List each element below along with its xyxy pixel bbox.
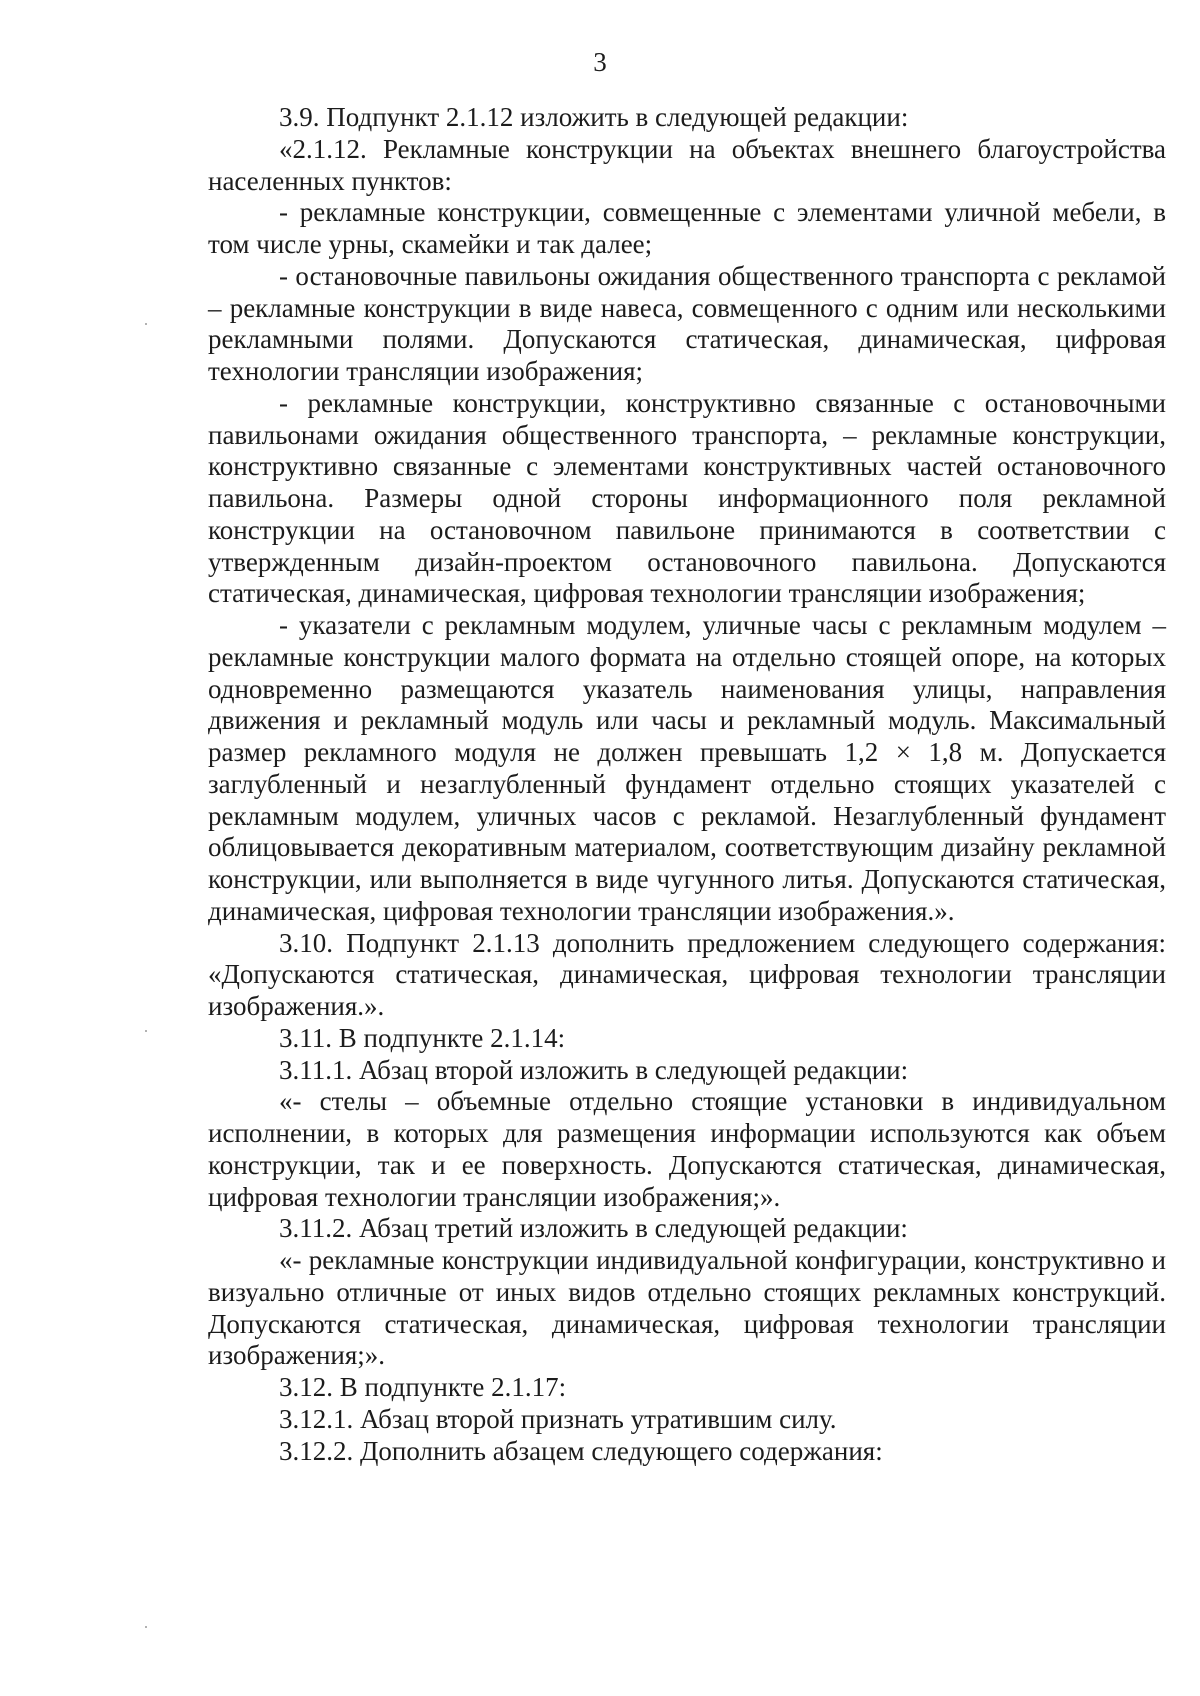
list-item-signs-and-clocks: - указатели с рекламным модулем, уличные часы с рекламным модулем – рекламные конструкции малого формата на отдельно стоящей опоре, на которых одновременно размещаются указатель наименования улицы, направления движения и рекламный модуль или часы и рекламный модуль. Максимальный размер рекламного модуля не должен превышать 1,2 × 1,8 м. Допускается заглубленный и незаглубленный фундамент отдельно стоящих указателей с рекламным модулем, уличных часов с рекламой. Незаглубленный фундамент облицовывается декоративным материалом, соответствующим дизайну рекламной конструкции, или выполняется в виде чугунного литья. Допускаются статическая, динамическая, цифровая технологии трансляции изображения.».: [208, 610, 1166, 926]
paragraph-3-12: 3.12. В подпункте 2.1.17:: [279, 1372, 567, 1402]
paragraph-3-11-1: 3.11.1. Абзац второй изложить в следующей редакции:: [279, 1054, 909, 1085]
paragraph-3-11: 3.11. В подпункте 2.1.14:: [279, 1022, 566, 1053]
paragraph-3-9: 3.9. Подпункт 2.1.12 изложить в следующей редакции:: [279, 102, 909, 132]
scan-speck: [145, 323, 147, 325]
paragraph-3-11-2: 3.11.2. Абзац третий изложить в следующей редакции:: [279, 1213, 908, 1244]
paragraph-steles: «- стелы – объемные отдельно стоящие установки в индивидуальном исполнении, в которых для размещения информации используются как объем конструкции, так и ее поверхность. Допускаются статическая, динамическая, цифровая технологии трансляции изображения;».: [208, 1086, 1166, 1212]
paragraph-custom-structures: «- рекламные конструкции индивидуальной конфигурации, конструктивно и визуально отличные от иных видов отдельно стоящих рекламных конструкций. Допускаются статическая, динамическая, цифровая технологии трансляции изображения;».: [208, 1245, 1166, 1371]
scan-speck: [145, 1030, 147, 1032]
paragraph-3-12-2: 3.12.2. Дополнить абзацем следующего содержания:: [279, 1435, 883, 1466]
paragraph-3-10: 3.10. Подпункт 2.1.13 дополнить предложением следующего содержания: «Допускаются статическая, динамическая, цифровая технологии трансляции изображения.».: [208, 927, 1166, 1021]
document-body: [208, 102, 1166, 1467]
paragraph-3-12-1: 3.12.1. Абзац второй признать утратившим силу.: [279, 1403, 837, 1434]
paragraph-2-1-12: «2.1.12. Рекламные конструкции на объектах внешнего благоустройства населенных пунктов:: [208, 133, 1166, 196]
scan-speck: [145, 1626, 147, 1628]
list-item-pavilion-structures: - рекламные конструкции, конструктивно связанные с остановочными павильонами ожидания общественного транспорта, – рекламные конструкции, конструктивно связанные с элементами конструктивных частей остановочного павильона. Размеры одной стороны информационного поля рекламной конструкции на остановочном павильоне принимаются в соответствии с утвержденным дизайн-проектом остановочного павильона. Допускаются статическая, динамическая, цифровая технологии трансляции изображения;: [208, 387, 1166, 609]
page-number: 3: [593, 47, 607, 77]
list-item-bus-stop-pavilions: - остановочные павильоны ожидания общественного транспорта с рекламой – рекламные конструкции в виде навеса, совмещенного с одним или несколькими рекламными полями. Допускаются статическая, динамическая, цифровая технологии трансляции изображения;: [208, 260, 1166, 386]
list-item-street-furniture: - рекламные конструкции, совмещенные с элементами уличной мебели, в том числе урны, скамейки и так далее;: [208, 197, 1166, 259]
